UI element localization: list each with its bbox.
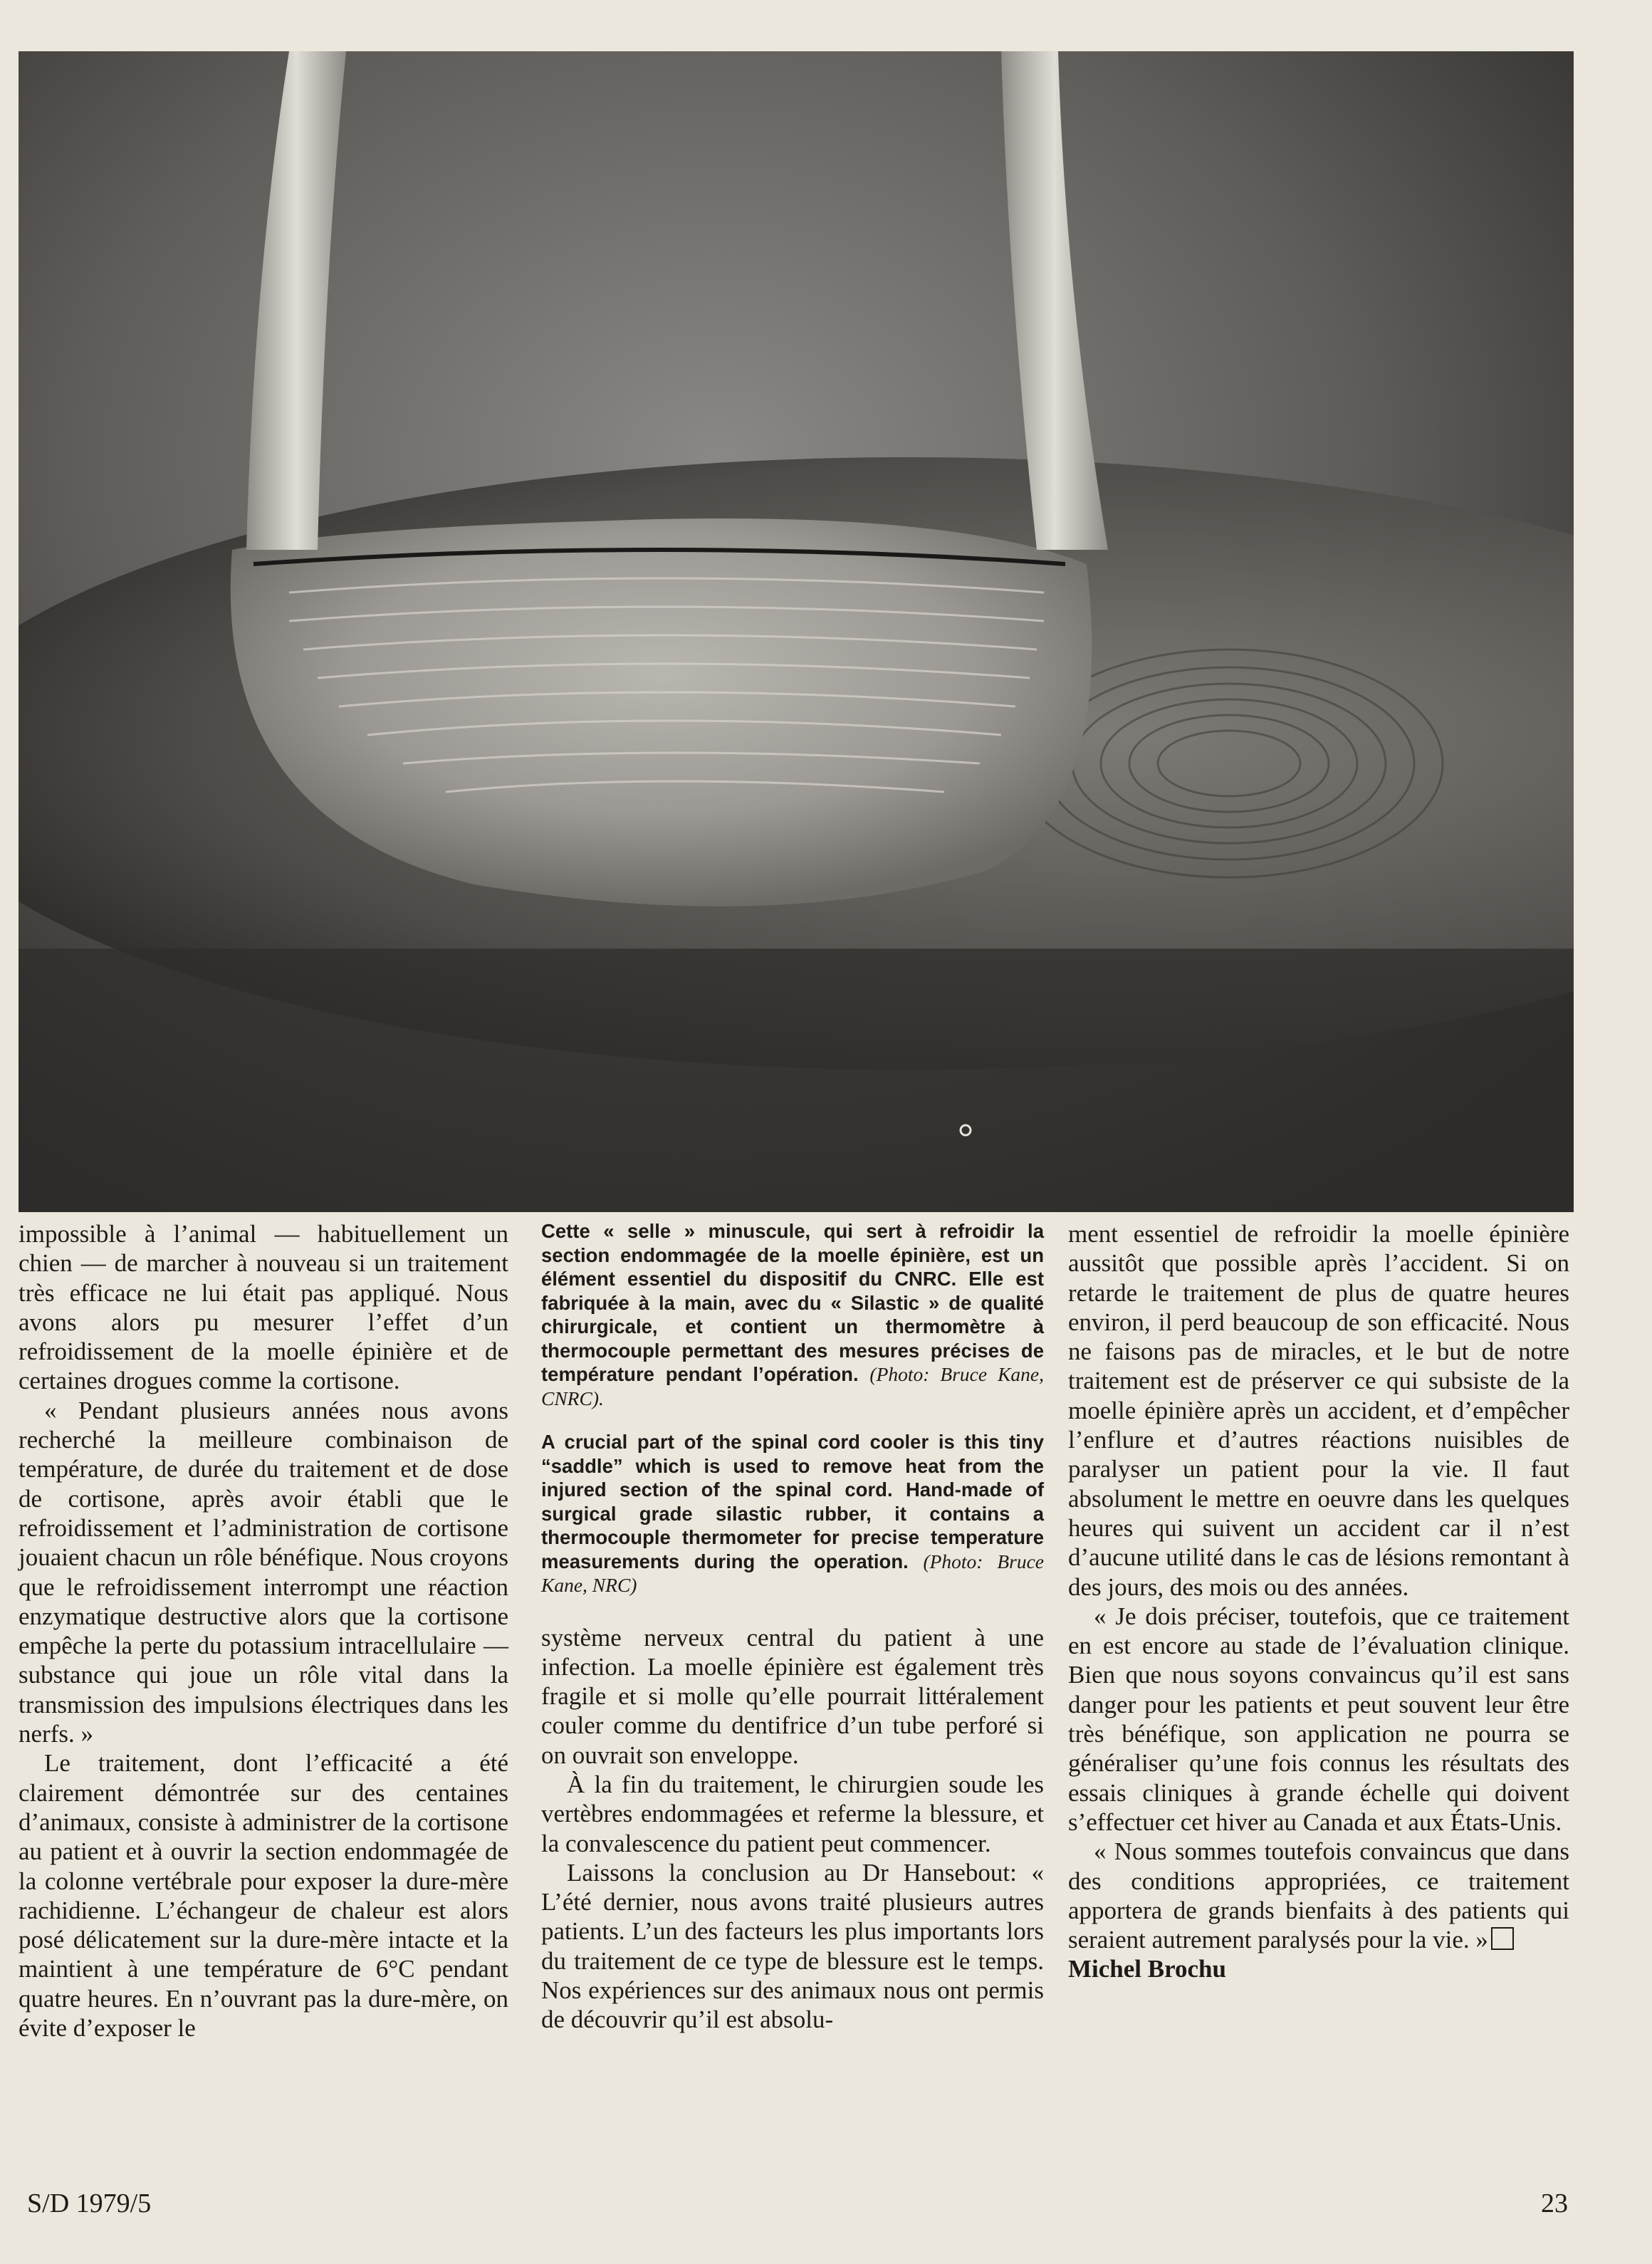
column1-paragraph: Le traitement, dont l’efficacité a été clairement démontrée sur des centaines d’animaux, consiste à administrer de la cortisone au patient et à ouvrir la section endommagée de la colonne vertébrale pour exposer la dure-mère rachidienne. L’échangeur de chaleur est alors posé délicatement sur la dure-mère intacte et la maintient à une température de 6°C pendant quatre heures. En n’ouvrant pas la dure-mère, on évite d’exposer le [19, 1749, 508, 2043]
column-3 [1068, 1219, 1569, 1983]
photo-caption-french [541, 1219, 1044, 1410]
photo-caption-english [541, 1430, 1044, 1597]
column-2 [541, 1219, 1044, 2035]
column3-paragraph: « Je dois préciser, toutefois, que ce traitement en est encore au stade de l’évaluation clinique. Bien que nous soyons convaincus qu’il est sans danger pour les patients et peut souvent leur être très bénéfique, son application ne pourra se généraliser qu’une fois connus les résultats des essais cliniques à grande échelle qui doivent s’effectuer cet hiver au Canada et aux États-Unis. [1068, 1602, 1569, 1836]
author-signature: Michel Brochu [1068, 1955, 1226, 1983]
end-of-article-icon [1491, 1927, 1514, 1950]
column1-paragraph: « Pendant plusieurs années nous avons recherché la meilleure combinaison de température, de durée du traitement et de dose de cortisone, après avoir établi que le refroidissement et l’administration de cortisone jouaient chacun un rôle bénéfique. Nous croyons que le refroidissement interrompt une réaction enzymatique destructive alors que la cortisone empêche la perte du potassium intracellulaire — substance qui joue un rôle vital dans la transmission des impulsions électriques dans les nerfs. » [19, 1396, 508, 1748]
spinal-cord-cooler-photo [19, 51, 1574, 1212]
page-number: 23 [1541, 2189, 1568, 2218]
column2-paragraph: système nerveux central du patient à une infection. La moelle épinière est également très fragile et si molle qu’elle pourrait littéralement couler comme du dentifrice d’un tube perforé si on ouvrait son enveloppe. [541, 1623, 1044, 1769]
caption-english-credit: (Photo: Bruce Kane, NRC) [541, 1550, 1044, 1596]
column2-paragraph: À la fin du traitement, le chirurgien soude les vertèbres endommagées et referme la blessure, et la convalescence du patient peut commencer. [541, 1770, 1044, 1857]
column-1 [19, 1219, 508, 2043]
caption-french-credit: (Photo: Bruce Kane, CNRC). [541, 1363, 1045, 1409]
column3-paragraph [1068, 1837, 1569, 1954]
caption-french-text: Cette « selle » minuscule, qui sert à refroidir la section endommagée de la moelle épinière, est un élément essentiel du dispositif du CNRC. Elle est fabriquée à la main, avec du « Silastic » de qualité chirurgicale, et contient un thermomètre à thermocouple permettant des mesures précises de température pendant l’opération. [541, 1220, 1044, 1385]
issue-label: S/D 1979/5 [27, 2189, 152, 2218]
column1-paragraph: impossible à l’animal — habituellement un chien — de marcher à nouveau si un traitement très efficace ne lui était pas appliqué. Nous avons alors pu mesurer l’effet d’un refroidissement de la moelle épinière et de certaines drogues comme la cortisone. [19, 1220, 508, 1395]
column2-paragraph: Laissons la conclusion au Dr Hansebout: « L’été dernier, nous avons traité plusieurs autres patients. L’un des facteurs les plus importants lors du traitement de ce type de blessure est le temps. Nos expériences sur des animaux nous ont permis de découvrir qu’il est absolu- [541, 1858, 1044, 2034]
caption-english-text: A crucial part of the spinal cord cooler is this tiny “saddle” which is used to remove heat from the injured section of the spinal cord. Hand-made of surgical grade silastic rubber, it contains a thermocouple thermometer for precise temperature measurements during the operation. [541, 1431, 1044, 1572]
column3-paragraph: ment essentiel de refroidir la moelle épinière aussitôt que possible après l’accident. Si on retarde le traitement de plus de quatre heures environ, il perd beaucoup de son efficacité. Nous ne faisons pas de miracles, et le but de notre traitement est de préserver ce qui subsiste de la moelle épinière après un accident, et d’empêcher l’enflure et d’autres réactions nuisibles de paralyser un patient pour la vie. Il faut absolument le mettre en oeuvre dans les quelques heures qui suivent un accident car il n’est d’aucune utilité dans le cas de lésions remontant à des jours, des mois ou des années. [1068, 1220, 1569, 1601]
column3-final-paragraph-text: « Nous sommes toutefois convaincus que dans des conditions appropriées, ce traitement apportera de grands bienfaits à des patients qui seraient autrement paralysés pour la vie. » [1068, 1837, 1569, 1954]
saddle-device-image [19, 51, 1574, 1212]
